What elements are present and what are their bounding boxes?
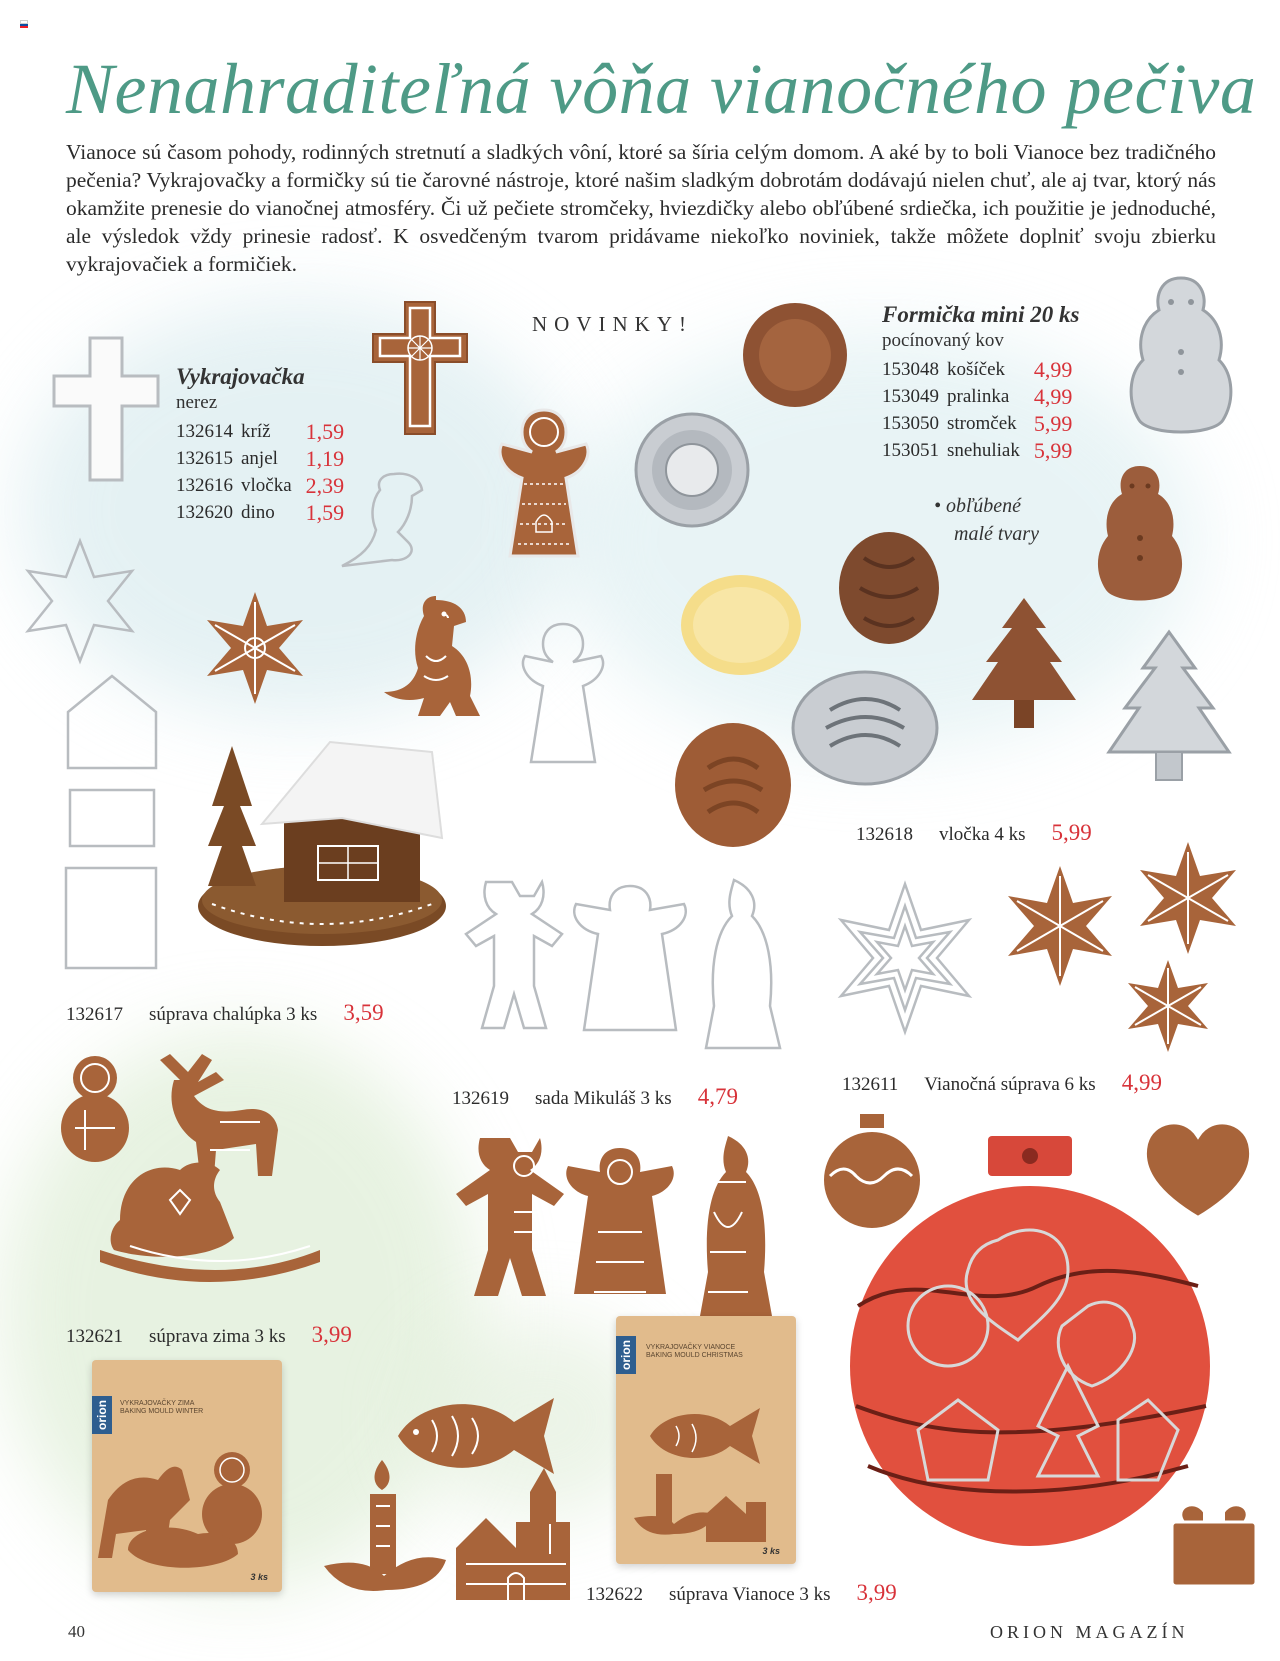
pack-count: 3 ks	[250, 1572, 268, 1582]
vykrajovacka-block	[176, 364, 352, 526]
snowman-mould-image	[1126, 272, 1236, 452]
product-code: 132618	[856, 824, 913, 845]
product-name: sada Mikuláš 3 ks	[535, 1088, 672, 1109]
white-chocolate-image	[676, 570, 806, 680]
intro-paragraph: Vianoce sú časom pohody, rodinných stretnutí a sladkých vôní, ktoré sa šíria celým domom. A aké by to boli Vianoce bez tradičného pečenia? Vykrajovačky a formičky sú tie čarovné nástroje, ktoré našim sladkým dobrotám dodávajú nielen chuť, ale aj tvar, ktorý nás okamžite prenesie do vianočnej atmosféry. Či už pečiete stromčeky, hviezdičky alebo obľúbené srdiečka, ich použitie je jednoduché, ale výsledok vždy prinesie radosť. K osvedčeným tvarom pridávame niekoľko noviniek, takže môžete doplniť svoju zbierku vykrajovačiek a formičiek.	[66, 140, 1216, 276]
christmas-ornament-cutters-image	[848, 1130, 1228, 1550]
item-price: 4,99	[1033, 356, 1073, 382]
product-name: vločka 4 ks	[939, 824, 1026, 845]
item-price: 1,59	[305, 418, 345, 444]
item-name: vločka	[241, 474, 292, 496]
product-code: 132621	[66, 1326, 123, 1347]
caption-132619	[452, 1084, 738, 1110]
item-code: 153051	[882, 439, 939, 461]
product-name: Vianočná súprava 6 ks	[924, 1074, 1096, 1095]
pack-cookies-image	[98, 1440, 274, 1580]
pack-label	[120, 1400, 203, 1416]
item-code: 153049	[882, 385, 939, 407]
dino-cutter-image	[334, 468, 444, 588]
product-code: 132622	[586, 1584, 643, 1605]
item-name: kríž	[241, 420, 271, 442]
item-code: 153048	[882, 358, 939, 380]
novinky-label: NOVINKY!	[532, 312, 693, 336]
cross-cutter-image	[52, 334, 162, 484]
baked-praline-image	[834, 528, 944, 648]
gingerbread-dino-image	[380, 596, 490, 736]
product-code: 132617	[66, 1004, 123, 1025]
item-name: snehuliak	[947, 439, 1020, 461]
pack-label-line: BAKING MOULD CHRISTMAS	[646, 1352, 743, 1359]
flag-icon	[20, 20, 28, 26]
basket-mould-image	[632, 410, 752, 530]
gingerbread-snowflakes-image	[1000, 838, 1250, 1058]
price-row	[176, 418, 352, 445]
product-name: súprava chalúpka 3 ks	[149, 1004, 318, 1025]
product-price: 4,79	[697, 1084, 738, 1109]
product-price: 4,99	[1121, 1070, 1162, 1095]
gingerbread-cross-image	[370, 298, 470, 438]
baked-basket-image	[740, 300, 850, 410]
gingerbread-church-image	[452, 1464, 592, 1604]
item-name: anjel	[241, 447, 278, 469]
tree-mould-image	[1104, 626, 1234, 786]
page-number: 40	[68, 1622, 85, 1641]
price-row	[176, 499, 352, 526]
angel-cutter-image	[508, 620, 618, 770]
snowflake-cutter-image	[10, 536, 150, 666]
vianoce-package-image	[616, 1316, 796, 1564]
price-row	[882, 356, 1080, 383]
pack-count: 3 ks	[762, 1546, 780, 1556]
vykrajovacka-heading: Vykrajovačka	[176, 364, 305, 389]
caption-132611	[842, 1070, 1162, 1096]
vykrajovacka-material: nerez	[176, 392, 218, 413]
pack-brand-logo: orion	[616, 1336, 636, 1374]
item-price: 4,99	[1033, 383, 1073, 409]
formicka-heading: Formička mini 20 ks	[882, 302, 1080, 327]
zima-package-image	[92, 1360, 282, 1592]
pack-label-line: VYKRAJOVAČKY VIANOCE	[646, 1344, 736, 1351]
item-code: 153050	[882, 412, 939, 434]
gingerbread-candle-image	[320, 1456, 450, 1606]
item-price: 5,99	[1033, 437, 1073, 463]
vykrajovacka-price-list	[176, 418, 352, 526]
item-price: 5,99	[1033, 410, 1073, 436]
page-title: Nenahraditeľná vôňa vianočného pečiva	[66, 49, 1257, 129]
item-price: 1,59	[305, 499, 345, 525]
formicka-note	[934, 492, 1039, 548]
house-cutter-set-image	[64, 672, 160, 972]
note-line: • obľúbené	[934, 495, 1022, 517]
item-name: dino	[241, 501, 275, 523]
caption-132618	[856, 820, 1092, 846]
item-price: 1,19	[305, 445, 345, 471]
pack-label-line: VYKRAJOVAČKY ZIMA	[120, 1400, 195, 1407]
item-code: 132616	[176, 474, 233, 496]
item-name: stromček	[947, 412, 1017, 434]
pack-cookies-image	[630, 1396, 790, 1546]
formicka-material: pocínovaný kov	[882, 330, 1004, 351]
pack-label-line: BAKING MOULD WINTER	[120, 1408, 204, 1415]
price-row	[882, 383, 1080, 410]
price-row	[882, 410, 1080, 437]
product-price: 5,99	[1051, 820, 1092, 845]
baked-snowman-image	[1090, 462, 1190, 622]
caption-132617	[66, 1000, 384, 1026]
gingerbread-snowflake-image	[200, 588, 310, 708]
product-name: súprava Vianoce 3 ks	[669, 1584, 831, 1605]
item-code: 132614	[176, 420, 233, 442]
caption-132622	[586, 1580, 897, 1606]
pack-label	[646, 1344, 743, 1360]
mikulas-cutter-set-image	[462, 876, 792, 1056]
baked-tree-image	[964, 594, 1084, 734]
snowflake-cutter-set-image	[820, 878, 990, 1038]
price-row	[176, 445, 352, 472]
product-price: 3,99	[856, 1580, 897, 1605]
price-row	[176, 472, 352, 499]
gingerbread-winter-set-image	[50, 1050, 320, 1300]
item-name: pralinka	[947, 385, 1010, 407]
item-code: 132620	[176, 501, 233, 523]
caption-132621	[66, 1322, 352, 1348]
product-code: 132619	[452, 1088, 509, 1109]
item-price: 2,39	[305, 472, 345, 498]
gingerbread-gift-image	[1164, 1502, 1264, 1592]
gingerbread-angel-image	[484, 404, 604, 574]
pack-brand-logo: orion	[92, 1396, 112, 1434]
product-price: 3,59	[343, 1000, 384, 1025]
product-price: 3,99	[311, 1322, 352, 1347]
price-row	[882, 437, 1080, 464]
formicka-price-list	[882, 356, 1080, 464]
item-code: 132615	[176, 447, 233, 469]
note-line: malé tvary	[954, 523, 1039, 545]
item-name: košíček	[947, 358, 1006, 380]
milk-chocolate-image	[668, 720, 798, 850]
praline-mould-image	[790, 668, 940, 788]
formicka-block	[882, 302, 1080, 464]
magazine-name: ORION MAGAZÍN	[990, 1622, 1189, 1642]
product-name: súprava zima 3 ks	[149, 1326, 286, 1347]
product-code: 132611	[842, 1074, 899, 1095]
gingerbread-mikulas-set-image	[452, 1132, 782, 1342]
gingerbread-house-image	[192, 728, 452, 958]
